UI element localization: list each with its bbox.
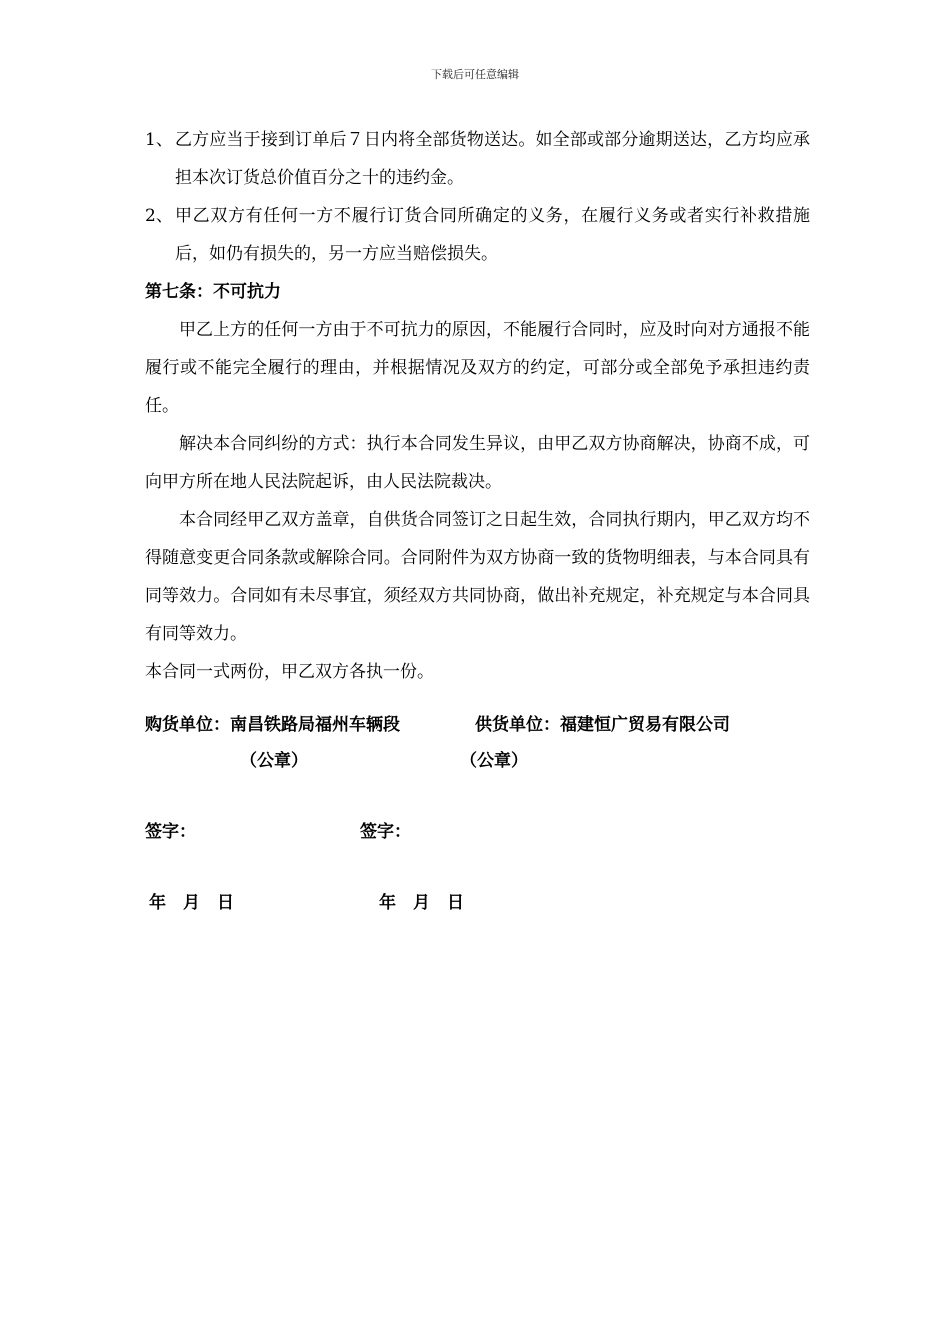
clause-item-2 (145, 197, 810, 273)
buyer-seal: （公章） (240, 751, 308, 771)
supplier-seal: （公章） (460, 751, 528, 771)
sign-row (145, 817, 825, 853)
seal-row (145, 746, 825, 782)
party-row (145, 710, 825, 746)
clause-number: 2、 (145, 206, 173, 226)
contract-body (145, 121, 810, 691)
buyer-date: 年 月 日 (149, 893, 234, 913)
clause-item-1 (145, 121, 810, 197)
clause-number: 1、 (145, 130, 173, 150)
article-heading: 第七条：不可抗力 (145, 282, 281, 302)
clause-text: 乙方应当于接到订单后７日内将全部货物送达。如全部或部分逾期送达，乙方均应承担本次订货总价值百分之十的违约金。 (175, 130, 810, 188)
supplier-sign: 签字： (360, 822, 411, 842)
dispute-resolution-paragraph: 解决本合同纠纷的方式：执行本合同发生异议，由甲乙双方协商解决，协商不成，可向甲方所在地人民法院起诉，由人民法院裁决。 (145, 434, 810, 492)
supplier-date: 年 月 日 (379, 893, 464, 913)
force-majeure-paragraph: 甲乙上方的任何一方由于不可抗力的原因，不能履行合同时，应及时向对方通报不能履行或不能完全履行的理由，并根据情况及双方的约定，可部分或全部免予承担违约责任。 (145, 320, 810, 416)
effectiveness-paragraph: 本合同经甲乙双方盖章，自供货合同签订之日起生效，合同执行期内，甲乙双方均不得随意变更合同条款或解除合同。合同附件为双方协商一致的货物明细表，与本合同具有同等效力。合同如有未尽事宜，须经双方共同协商，做出补充规定，补充规定与本合同具有同等效力。 (145, 510, 810, 644)
copies-paragraph: 本合同一式两份，甲乙双方各执一份。 (145, 662, 434, 682)
date-row (145, 888, 825, 924)
buyer-sign: 签字： (145, 822, 196, 842)
header-note: 下载后可任意编辑 (431, 68, 519, 81)
signature-block (145, 710, 825, 924)
supplier-unit: 供货单位：福建恒广贸易有限公司 (475, 715, 730, 735)
clause-text: 甲乙双方有任何一方不履行订货合同所确定的义务，在履行义务或者实行补救措施后，如仍有损失的，另一方应当赔偿损失。 (175, 206, 810, 264)
buyer-unit: 购货单位：南昌铁路局福州车辆段 (145, 715, 400, 735)
